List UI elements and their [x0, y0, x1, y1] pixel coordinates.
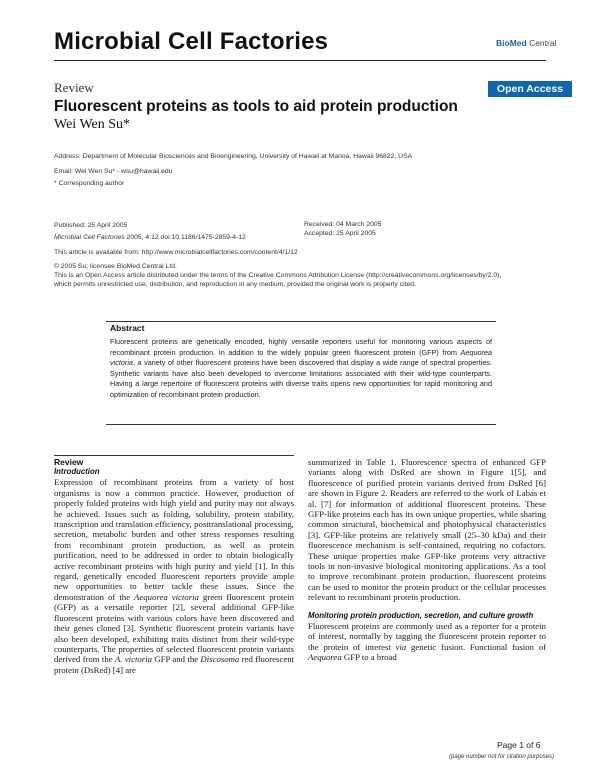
citation — [54, 234, 246, 241]
review-heading: Review — [54, 457, 84, 467]
abstract-heading: Abstract — [110, 323, 145, 333]
license-line-1[interactable]: This is an Open Access article distributed under the terms of the Creative Commons Attribution License (http://creativecommons.org/licenses/by/2.0), — [54, 272, 502, 279]
open-access-badge: Open Access — [488, 81, 572, 97]
intro-species-2: A. victoria — [114, 654, 153, 665]
section-type: Review — [54, 80, 94, 95]
author-address: Address: Department of Molecular Biosciences and Bioengineering, University of Hawaii at Manoa, Hawaii 96822, USA — [54, 153, 413, 160]
authors: Wei Wen Su* — [54, 117, 131, 132]
right-paragraph-1: summarized in Table 1. Fluorescence spectra of enhanced GFP variants along with DsRed are shown in Figure 1[5], and fluorescence of purified protein variants derived from DsRed [6] are shown in Figure 2. Readers are referred to the work of Labas et al. [7] for information of additional fluorescent proteins. These GFP-like proteins each has its own unique properties, while sharing common structural, biochemical and photophysical characteristics [3]. GFP-like proteins are relatively small (25–30 kDa) and their fluorescence mechanism is self-contained, requiring no cofactors. These unique properties make GFP-like proteins very attractive tools in non-invasive biological monitoring applications. As a tool to improve recombinant protein production, fluorescent proteins can be used to monitor the protein product or the cellular processes relevant to recombinant protein production. — [308, 457, 546, 603]
intro-species-1: Aequorea victoria — [134, 591, 199, 602]
monitoring-heading: Monitoring protein production, secretion, and culture growth — [308, 610, 534, 620]
monitor-text-1: Fluorescent proteins are commonly used as a reporter for a protein of interest, normally by tagging the fluorescent protein reporter to the protein of interest — [308, 620, 546, 652]
intro-text-2: green fluorescent protein (GFP) as a versatile reporter [2], several additional GFP-like fluorescent proteins with various colors have been discovered and their genes cloned [3]. Synthetic fluorescent protein variants have also been developed, exhibiting traits distinct from their wild-type counterparts. The properties of selected fluorescent protein variants derived from the — [54, 591, 294, 665]
right-column — [308, 457, 546, 662]
introduction-heading: Introduction — [54, 467, 100, 477]
published-date: Published: 25 April 2005 — [54, 222, 128, 229]
abstract-text-start: Fluorescent proteins are genetically encoded, highly versatile reporters useful for monitoring various aspects of recombinant protein production. In addition to the widely popular green fluorescent protein (GFP) from — [110, 337, 492, 357]
left-column — [54, 457, 294, 675]
logo-med: Med — [509, 38, 527, 48]
abstract-text-end: , a variety of other fluorescent proteins have been discovered that display a wide range of spectral properties. Synthetic variants have also been developed to overcome limitations associated with their wild-type counterparts. Having a large repertoire of fluorescent proteins with diverse traits opens new opportunities for rapid monitoring and optimization of recombinant protein production. — [110, 358, 492, 399]
biomed-central-logo[interactable] — [496, 38, 556, 48]
intro-text-3: GFP and the — [152, 654, 201, 665]
introduction-paragraph — [54, 477, 294, 675]
journal-title: Microbial Cell Factories — [54, 28, 329, 55]
abstract-species: Aequorea victoria — [110, 347, 492, 368]
monitor-text-3: GFP to a broad — [341, 651, 397, 662]
right-paragraph-2 — [308, 621, 546, 663]
header-rule — [54, 60, 546, 61]
monitor-via: via — [395, 641, 407, 652]
page-note: (page number not for citation purposes) — [449, 754, 555, 760]
article-url[interactable]: This article is available from: http://www.microbialcellfactories.com/content/4/1/12 — [54, 249, 298, 256]
monitor-text-2: genetic fusion. Functional fusion of — [406, 641, 546, 652]
logo-central: Central — [526, 38, 557, 48]
article-title: Fluorescent proteins as tools to aid protein production — [54, 98, 458, 115]
logo-bio: Bio — [496, 38, 510, 48]
left-column-rule — [54, 455, 294, 456]
citation-journal: Microbial Cell Factories — [54, 234, 125, 241]
copyright: © 2005 Su; licensee BioMed Central Ltd. — [54, 263, 177, 270]
corresponding-note: * Corresponding author — [54, 180, 125, 187]
received-date: Received: 04 March 2005 — [304, 221, 382, 228]
monitor-species: Aequorea — [308, 651, 342, 662]
license-line-2: which permits unrestricted use, distribution, and reproduction in any medium, provided the original work is properly cited. — [54, 281, 416, 288]
accepted-date: Accepted: 25 April 2005 — [304, 230, 376, 237]
citation-details: 2005, 4:12 doi:10.1186/1475-2859-4-12 — [124, 234, 246, 241]
abstract-text — [110, 337, 492, 401]
author-email[interactable]: Email: Wei Wen Su* - wsu@hawaii.edu — [54, 168, 173, 175]
intro-text-1: Expression of recombinant proteins from a variety of host organisms is now a common practice. However, production of properly folded proteins with high yield and purity may not always be achieved. Issues such as folding, solubility, protein stability, transcription and translation efficiency, posttranslational processing, secretion, metabolic burden and other stress responses resulting from recombinant protein production, as well as protein purification, need to be addressed in order to obtain biologically active recombinant proteins with high purity and yield [1]. In this regard, genetically encoded fluorescent reporters provide ample new opportunities to better tackle these issues. Since the demonstration of the — [54, 477, 294, 602]
intro-text-4: red fluorescent protein (DsRed) [4] are — [54, 654, 295, 675]
intro-species-3: Discosoma — [200, 654, 240, 665]
page-number: Page 1 of 6 — [497, 740, 541, 750]
